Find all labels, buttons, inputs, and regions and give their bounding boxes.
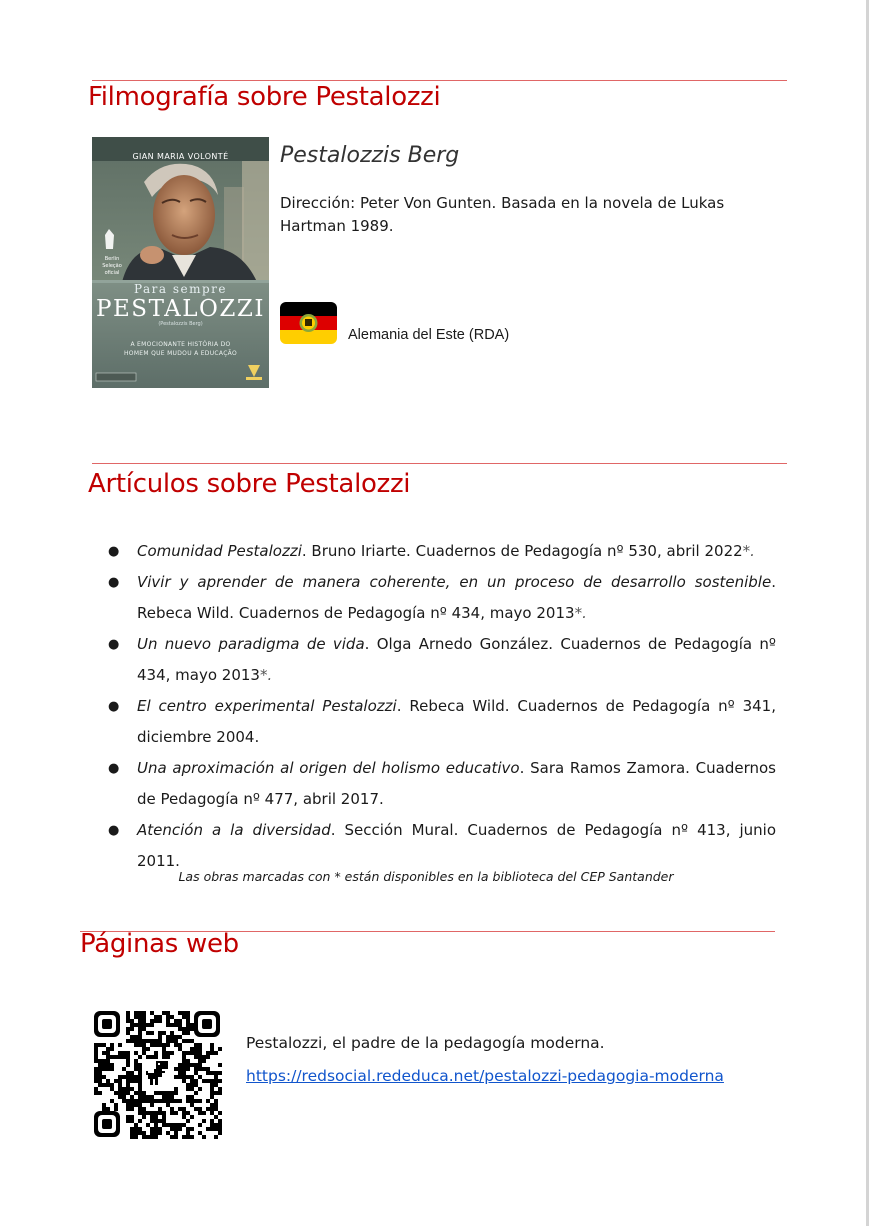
article-item: [108, 753, 776, 815]
article-title: Una aproximación al origen del holismo educativo: [137, 759, 520, 777]
availability-mark: *.: [259, 666, 273, 684]
poster-tagline: A EMOCIONANTE HISTÓRIA DO: [130, 341, 231, 348]
film-country: Alemania del Este (RDA): [348, 327, 510, 343]
bullet-icon: ●: [108, 823, 120, 838]
poster-original-title: (Pestalozzis Berg): [158, 321, 203, 327]
film-section-title: Filmografía sobre Pestalozzi: [88, 82, 441, 112]
availability-mark: *.: [742, 542, 755, 560]
poster-subtitle: Para sempre: [133, 282, 228, 296]
article-details: . Olga Arnedo González. Cuadernos de Pedagogía nº 434, mayo 2013: [137, 635, 776, 684]
web-link[interactable]: https://redsocial.rededuca.net/pestalozzi-pedagogia-moderna: [246, 1067, 724, 1085]
article-title: Vivir y aprender de manera coherente, en un proceso de desarrollo sostenible: [137, 573, 772, 591]
bullet-icon: ●: [108, 575, 120, 590]
movie-poster: [92, 137, 269, 388]
availability-mark: *.: [574, 604, 587, 622]
article-item: [108, 567, 776, 629]
articles-section-title: Artículos sobre Pestalozzi: [88, 469, 411, 499]
articles-list: [108, 536, 776, 877]
poster-tagline: HOMEM QUE MUDOU A EDUCAÇÃO: [123, 350, 238, 357]
poster-festival: Berlin Seleção oficial: [102, 256, 122, 276]
bullet-icon: ●: [108, 699, 120, 714]
web-description: Pestalozzi, el padre de la pedagogía moderna.: [246, 1034, 605, 1052]
poster-title: PESTALOZZI: [96, 296, 265, 322]
article-details: . Rebeca Wild. Cuadernos de Pedagogía nº 434, mayo 2013: [137, 573, 776, 622]
article-details: . Sección Mural. Cuadernos de Pedagogía nº 413, junio 2011.: [137, 821, 777, 870]
qr-code[interactable]: [92, 1009, 222, 1139]
dinosaur-icon: [144, 1059, 172, 1089]
article-details: . Rebeca Wild. Cuadernos de Pedagogía nº 341, diciembre 2004.: [137, 697, 776, 746]
article-title: Atención a la diversidad: [137, 821, 331, 839]
section-divider: [92, 463, 787, 464]
web-section-title: Páginas web: [80, 929, 239, 959]
article-details: . Bruno Iriarte. Cuadernos de Pedagogía nº 530, abril 2022: [301, 542, 743, 560]
bullet-icon: ●: [108, 761, 120, 776]
film-description: Dirección: Peter Von Gunten. Basada en la novela de Lukas Hartman 1989.: [280, 194, 725, 235]
poster-actor: GIAN MARIA VOLONTÉ: [132, 152, 229, 161]
article-item: [108, 691, 776, 753]
article-details: . Sara Ramos Zamora. Cuadernos de Pedagogía nº 477, abril 2017.: [137, 759, 776, 808]
article-title: Un nuevo paradigma de vida: [137, 635, 365, 653]
gdr-flag-icon: [280, 302, 337, 344]
bullet-icon: ●: [108, 637, 120, 652]
availability-note: Las obras marcadas con * están disponibles en la biblioteca del CEP Santander: [178, 869, 674, 884]
article-item: [108, 629, 776, 691]
article-item: [108, 815, 776, 877]
bullet-icon: ●: [108, 544, 120, 559]
section-divider: [92, 80, 787, 81]
article-title: Comunidad Pestalozzi: [137, 542, 302, 560]
article-title: El centro experimental Pestalozzi: [137, 697, 397, 715]
film-title: Pestalozzis Berg: [280, 143, 460, 168]
article-item: [108, 536, 776, 567]
